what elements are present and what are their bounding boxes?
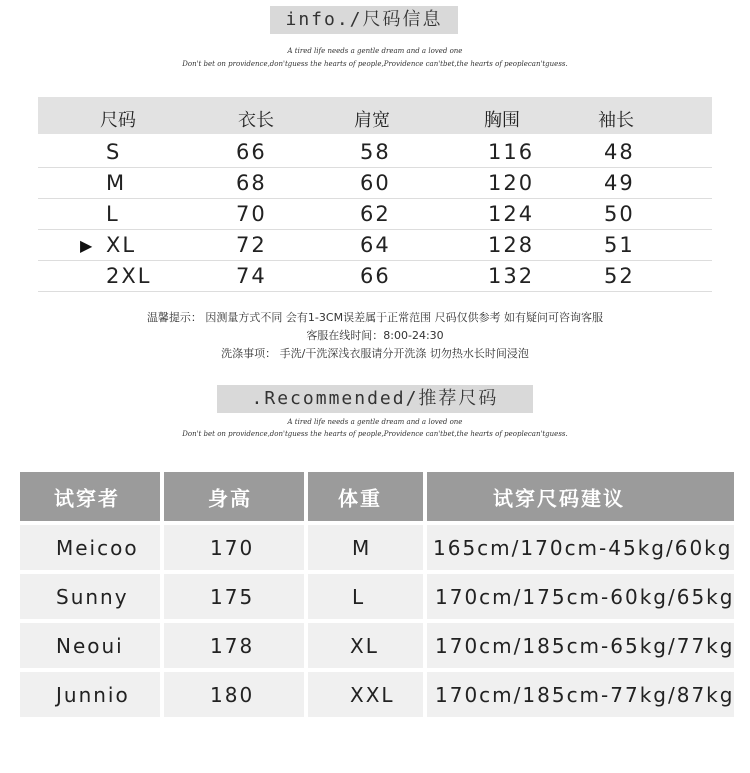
rec-header-tester: 试穿者 (20, 472, 160, 521)
header-length: 衣长 (238, 110, 274, 131)
info-section-title: info./尺码信息 (270, 6, 458, 34)
table-row: L (308, 574, 423, 619)
length-value: 72 (236, 233, 267, 257)
notes-washing: 洗涤事项： 手洗/干洗深浅衣服请分开洗涤 切勿热水长时间浸泡 (221, 347, 529, 360)
size-table-header (38, 97, 712, 134)
table-row: 170cm/185cm-77kg/87kg (427, 672, 734, 717)
shoulder-value: 62 (360, 202, 391, 226)
table-row: Junnio (20, 672, 160, 717)
recommended-tagline-2: Don't bet on providence,don'tguess the hearts of people,Providence can'tbet,the hearts of peoplecan'tguess. (182, 430, 568, 438)
table-row: 165cm/170cm-45kg/60kg (427, 525, 734, 570)
sleeve-value: 50 (604, 202, 635, 226)
table-row: M (308, 525, 423, 570)
rec-header-weight: 体重 (308, 472, 423, 521)
table-row: 180 (164, 672, 304, 717)
table-row: 175 (164, 574, 304, 619)
table-row: 170cm/185cm-65kg/77kg (427, 623, 734, 668)
length-value: 74 (236, 264, 267, 288)
length-value: 70 (236, 202, 267, 226)
size-row-m (38, 168, 712, 199)
size-label: XL (106, 233, 137, 257)
rec-header-height: 身高 (164, 472, 304, 521)
shoulder-value: 58 (360, 140, 391, 164)
info-tagline-2: Don't bet on providence,don'tguess the hearts of people,Providence can'tbet,the hearts of peoplecan'tguess. (182, 60, 568, 68)
sleeve-value: 51 (604, 233, 635, 257)
size-label: L (106, 202, 120, 226)
size-row-l (38, 199, 712, 230)
header-size: 尺码 (100, 110, 136, 131)
info-tagline-1: A tired life needs a gentle dream and a loved one (287, 47, 463, 55)
length-value: 68 (236, 171, 267, 195)
size-label: S (106, 140, 122, 164)
table-row: XXL (308, 672, 423, 717)
shoulder-value: 60 (360, 171, 391, 195)
table-row: XL (308, 623, 423, 668)
table-row: 170cm/175cm-60kg/65kg (427, 574, 734, 619)
row-divider (38, 291, 712, 292)
size-row-xl (38, 230, 712, 261)
pointer-arrow-icon: ▶ (80, 236, 93, 255)
header-sleeve: 袖长 (598, 110, 634, 131)
chest-value: 132 (488, 264, 535, 288)
size-label: 2XL (106, 264, 152, 288)
header-chest: 胸围 (484, 110, 520, 131)
size-label: M (106, 171, 127, 195)
chest-value: 128 (488, 233, 535, 257)
size-row-2xl (38, 261, 712, 292)
sleeve-value: 52 (604, 264, 635, 288)
notes-service-hours: 客服在线时间：8:00-24:30 (306, 329, 444, 342)
table-row: Meicoo (20, 525, 160, 570)
recommended-tagline-1: A tired life needs a gentle dream and a loved one (287, 418, 463, 426)
sleeve-value: 49 (604, 171, 635, 195)
shoulder-value: 66 (360, 264, 391, 288)
recommended-section-title: .Recommended/推荐尺码 (217, 385, 533, 413)
chest-value: 124 (488, 202, 535, 226)
size-row-s (38, 137, 712, 168)
header-shoulder: 肩宽 (354, 110, 390, 131)
notes-tip: 温馨提示： 因测量方式不同 会有1-3CM误差属于正常范围 尺码仅供参考 如有疑问可咨询客服 (146, 311, 604, 324)
sleeve-value: 48 (604, 140, 635, 164)
length-value: 66 (236, 140, 267, 164)
chest-value: 120 (488, 171, 535, 195)
table-row: Neoui (20, 623, 160, 668)
chest-value: 116 (488, 140, 535, 164)
rec-header-advice: 试穿尺码建议 (427, 472, 734, 521)
table-row: 170 (164, 525, 304, 570)
shoulder-value: 64 (360, 233, 391, 257)
table-row: 178 (164, 623, 304, 668)
table-row: Sunny (20, 574, 160, 619)
